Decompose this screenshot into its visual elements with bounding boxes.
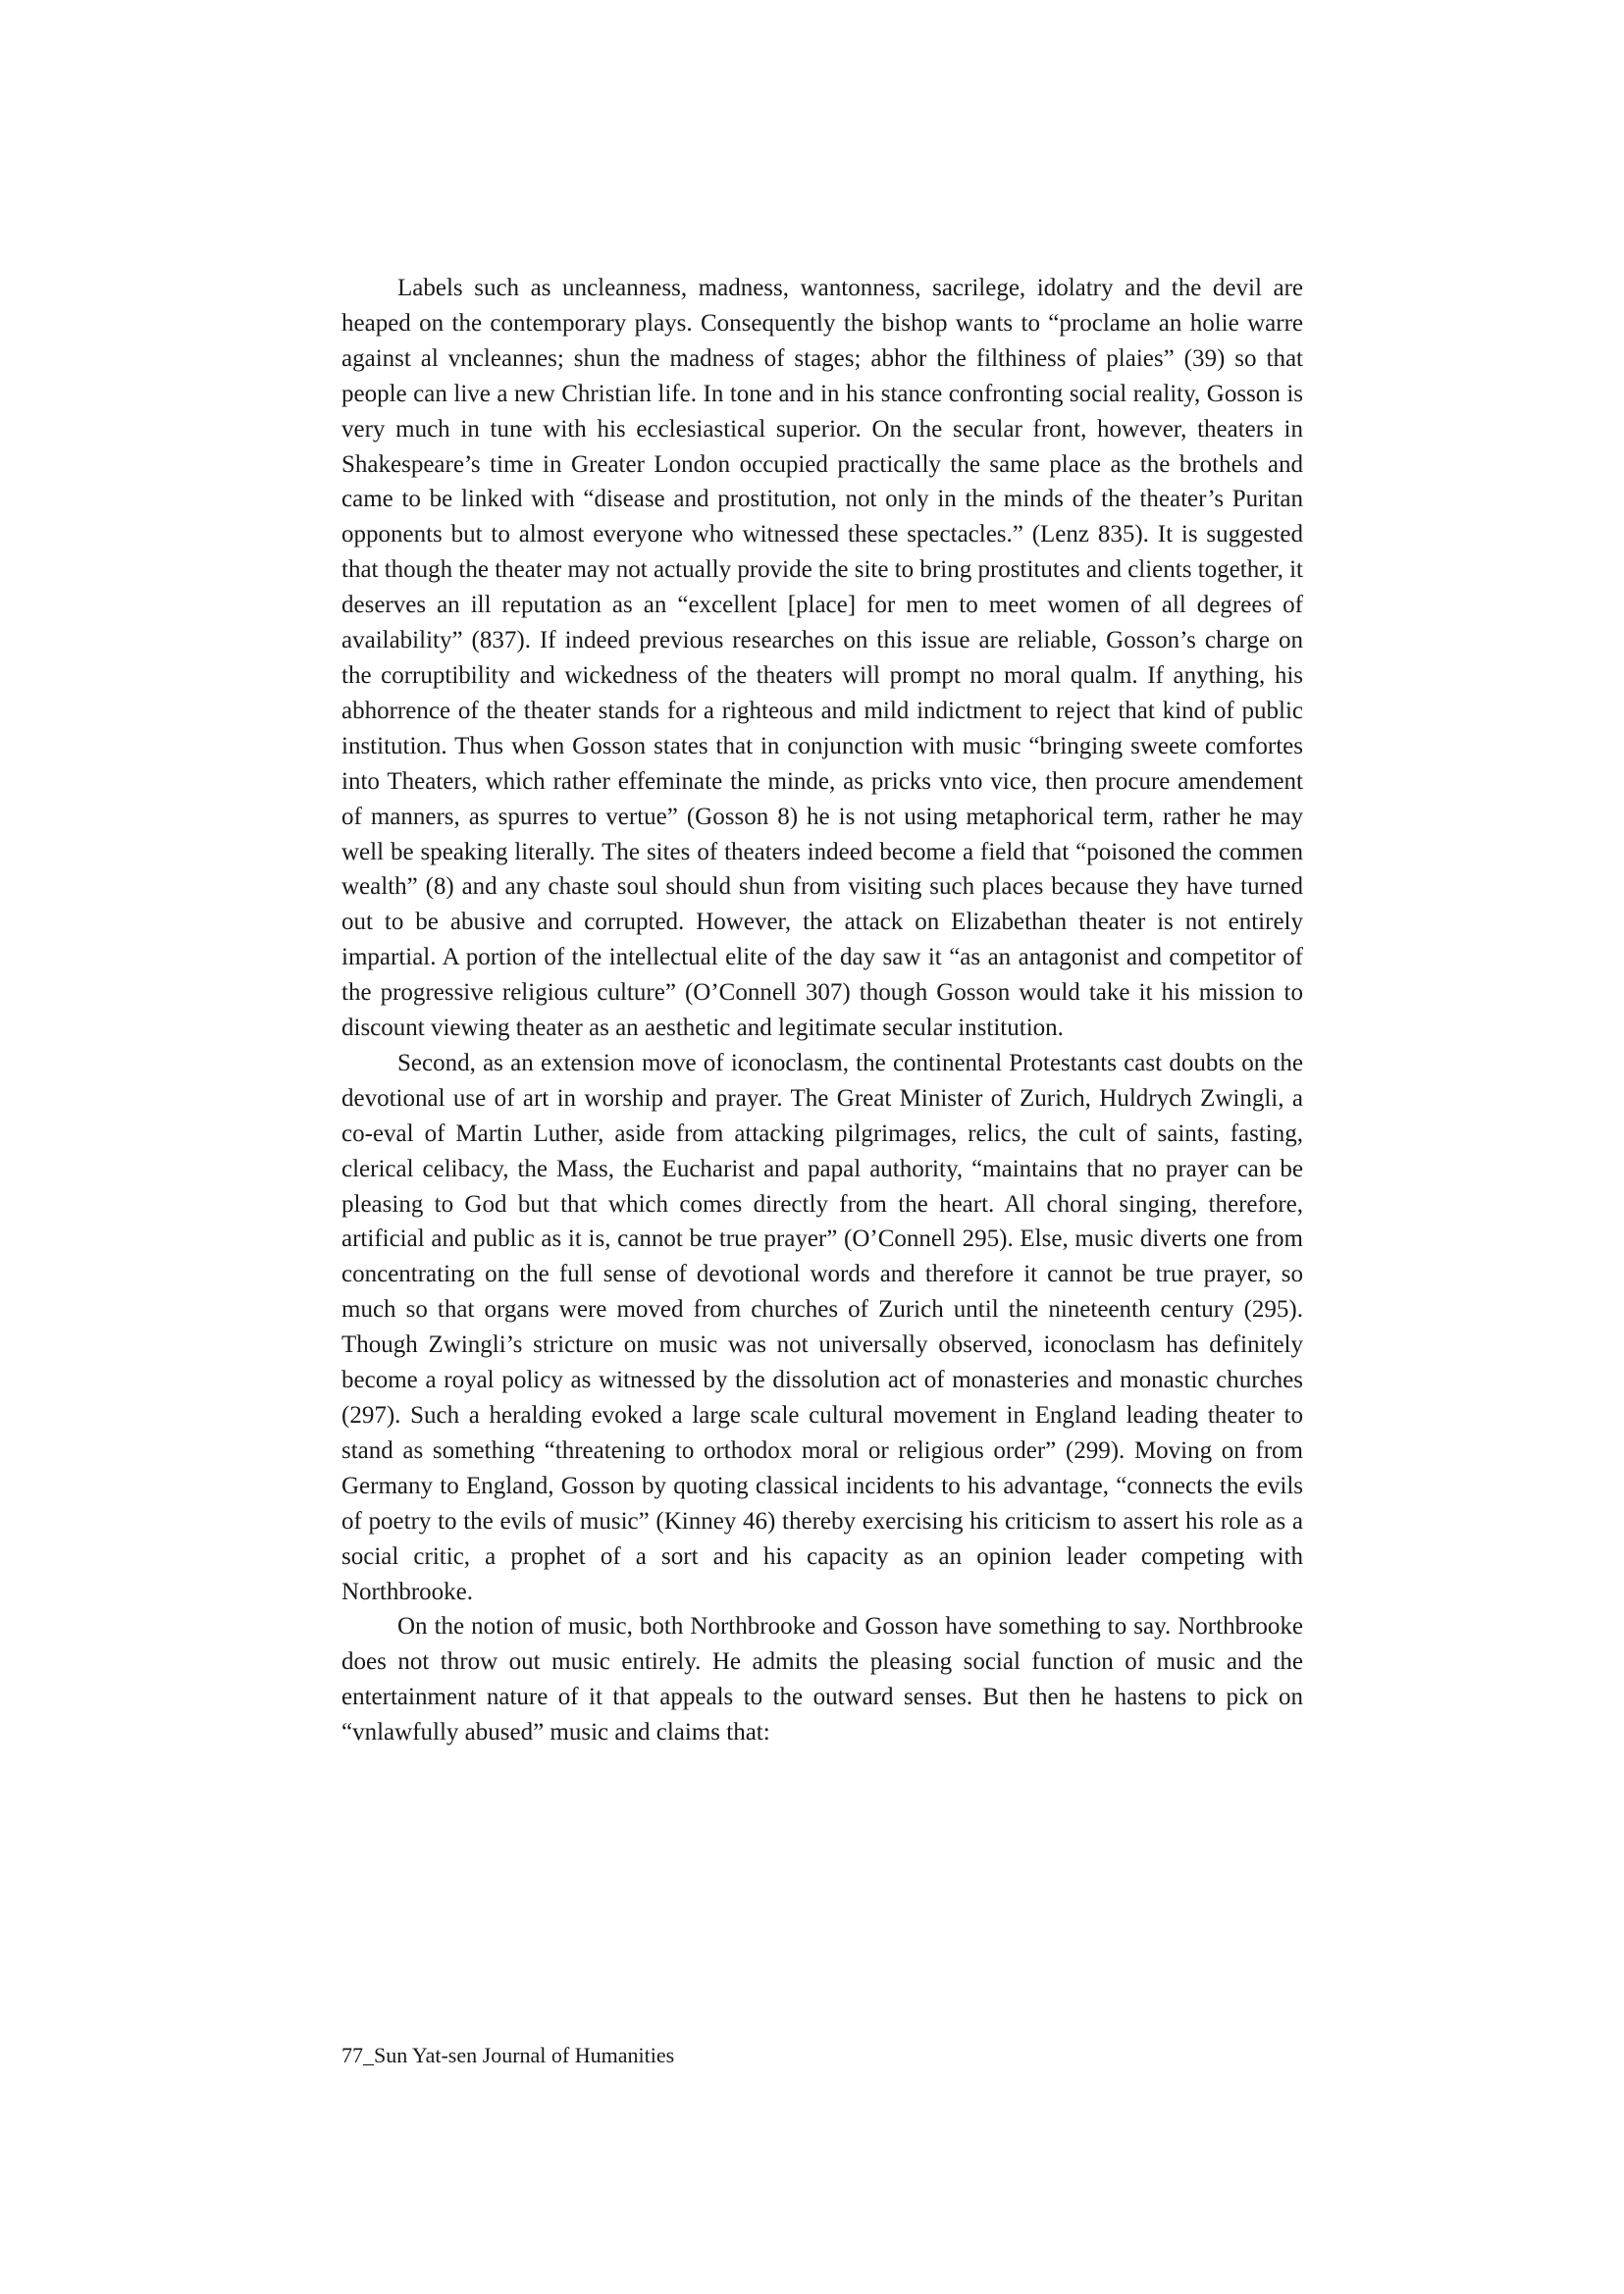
paragraph-iconoclasm: Second, as an extension move of iconoclasm, the continental Protestants cast doubts on the devotional use of art in worship and prayer. The Great Minister of Zurich, Huldrych Zwingli, a co-eval of Martin Luther, aside from attacking pilgrimages, relics, the cult of saints, fasting, clerical celibacy, the Mass, the Eucharist and papal authority, “maintains that no prayer can be pleasing to God but that which comes directly from the heart. All choral singing, therefore, artificial and public as it is, cannot be true prayer” (O’Connell 295). Else, music diverts one from concentrating on the full sense of devotional words and therefore it cannot be true prayer, so much so that organs were moved from churches of Zurich until the nineteenth century (295). Though Zwingli’s stricture on music was not universally observed, iconoclasm has definitely become a royal policy as witnessed by the dissolution act of monasteries and monastic churches (297). Such a heralding evoked a large scale cultural movement in England leading theater to stand as something “threatening to orthodox moral or religious order” (299). Moving on from Germany to England, Gosson by quoting classical incidents to his advantage, “connects the evils of poetry to the evils of music” (Kinney 46) thereby exercising his criticism to assert his role as a social critic, a prophet of a sort and his capacity as an opinion leader competing with Northbrooke. xyxy=(341,1049,1303,1605)
paragraph-theaters: Labels such as uncleanness, madness, wantonness, sacrilege, idolatry and the devil are heaped on the contemporary plays. Consequently the bishop wants to “proclame an holie warre against al vncleannes; shun the madness of stages; abhor the filthiness of plaies” (39) so that people can live a new Christian life. In tone and in his stance confronting social reality, Gosson is very much in tune with his ecclesiastical superior. On the secular front, however, theaters in Shakespeare’s time in Greater London occupied practically the same place as the brothels and came to be linked with “disease and prostitution, not only in the minds of the theater’s Puritan opponents but to almost everyone who witnessed these spectacles.” (Lenz 835). It is suggested that though the theater may not actually provide the site to bring prostitutes and clients together, it deserves an ill reputation as an “excellent [place] for men to meet women of all degrees of availability” (837). If indeed previous researches on this issue are reliable, Gosson’s charge on the corruptibility and wickedness of the theaters will prompt no moral qualm. If anything, his abhorrence of the theater stands for a righteous and mild indictment to reject that kind of public institution. Thus when Gosson states that in conjunction with music “bringing sweete comfortes into Theaters, which rather effeminate the minde, as pricks vnto vice, then procure amendement of manners, as spurres to vertue” (Gosson 8) he is not using metaphorical term, rather he may well be speaking literally. The sites of theaters indeed become a field that “poisoned the commen wealth” (8) and any chaste soul should shun from visiting such places because they have turned out to be abusive and corrupted. However, the attack on Elizabethan theater is not entirely impartial. A portion of the intellectual elite of the day saw it “as an antagonist and competitor of the progressive religious culture” (O’Connell 307) though Gosson would take it his mission to discount viewing theater as an aesthetic and legitimate secular institution. xyxy=(341,275,1304,1042)
paragraph-music: On the notion of music, both Northbrooke and Gosson have something to say. Northbrooke does not throw out music entirely. He admits the pleasing social function of music and the entertainment nature of it that appeals to the outward senses. But then he hastens to pick on “vnlawfully abused” music and claims that: xyxy=(341,1613,1303,1747)
page-footer: 77_Sun Yat-sen Journal of Humanities xyxy=(341,2043,675,2067)
body-text xyxy=(341,271,1303,1750)
